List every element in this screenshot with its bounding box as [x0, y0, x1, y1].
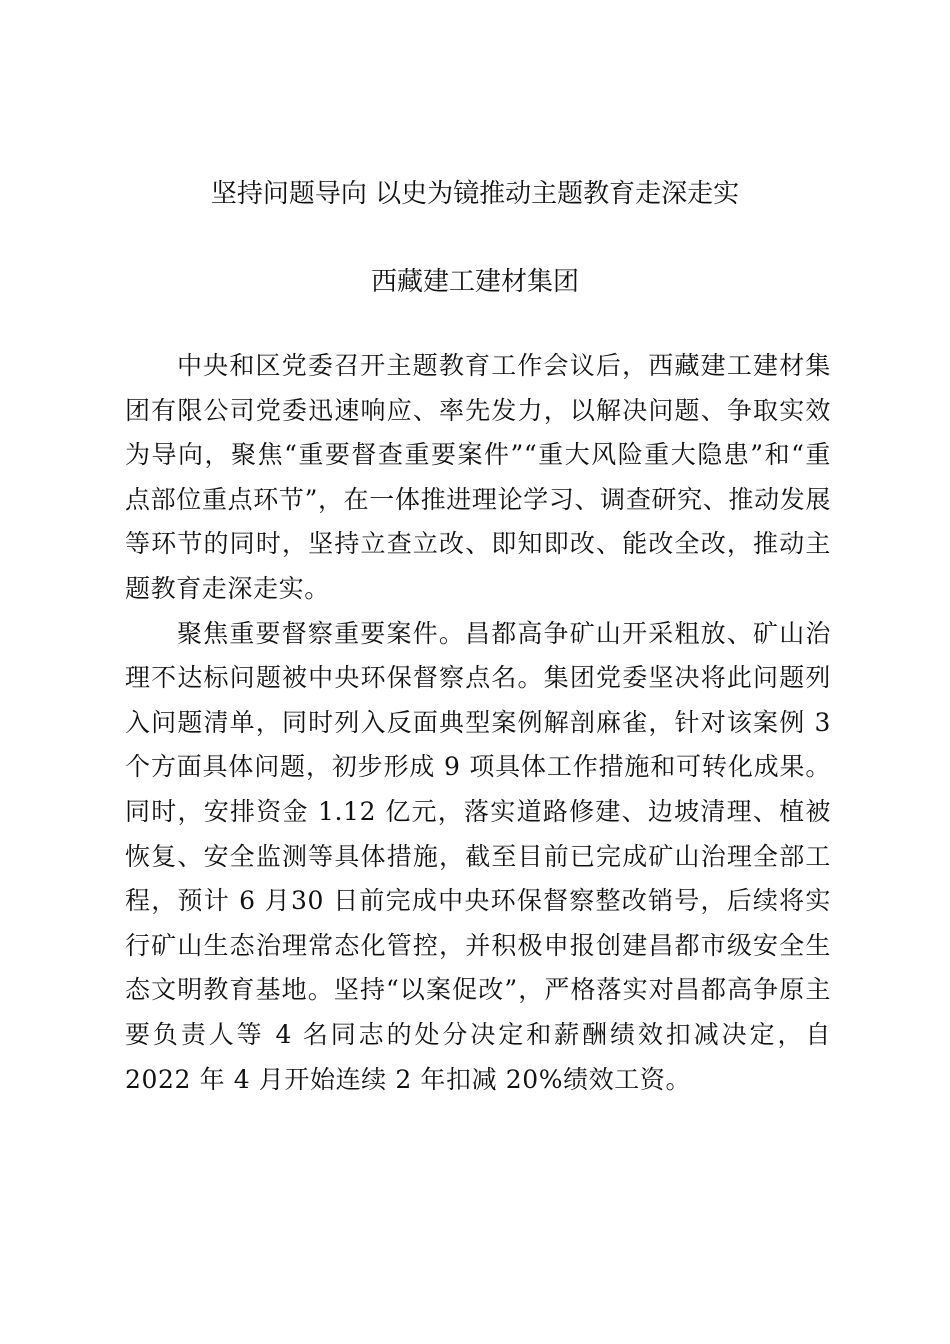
paragraph-supervision-cases: 聚焦重要督察重要案件。昌都高争矿山开采粗放、矿山治理不达标问题被中央环保督察点名。集团党委坚决将此问题列入问题清单，同时列入反面典型案例解剖麻雀，针对该案例 3 个方面具体问题，初步形成 9 项具体工作措施和可转化成果。同时，安排资金 1.12 亿元，落实道路修建、边坡清理、植被恢复、安全监测等具体措施，截至目前已完成矿山治理全部工程，预计 6 月30 日前完成中央环保督察整改销号，后续将实行矿山生态治理常态化管控，并积极申报创建昌都市级安全生态文明教育基地。坚持“以案促改”，严格落实对昌都高争原主要负责人等 4 名同志的处分决定和薪酬绩效扣减决定，自 2022 年 4 月开始连续 2 年扣减 20%绩效工资。: [125, 618, 831, 1094]
document-body: [125, 344, 831, 1102]
paragraph-intro: 中央和区党委召开主题教育工作会议后，西藏建工建材集团有限公司党委迅速响应、率先发力，以解决问题、争取实效为导向，聚焦“重要督查重要案件”“重大风险重大隐患”和“重点部位重点环节”，在一体推进理论学习、调查研究、推动发展等环节的同时，坚持立查立改、即知即改、能改全改，推动主题教育走深走实。: [125, 351, 831, 603]
document-title: 坚持问题导向 以史为镜推动主题教育走深走实: [210, 179, 740, 209]
document-author: 西藏建工建材集团: [370, 267, 579, 297]
